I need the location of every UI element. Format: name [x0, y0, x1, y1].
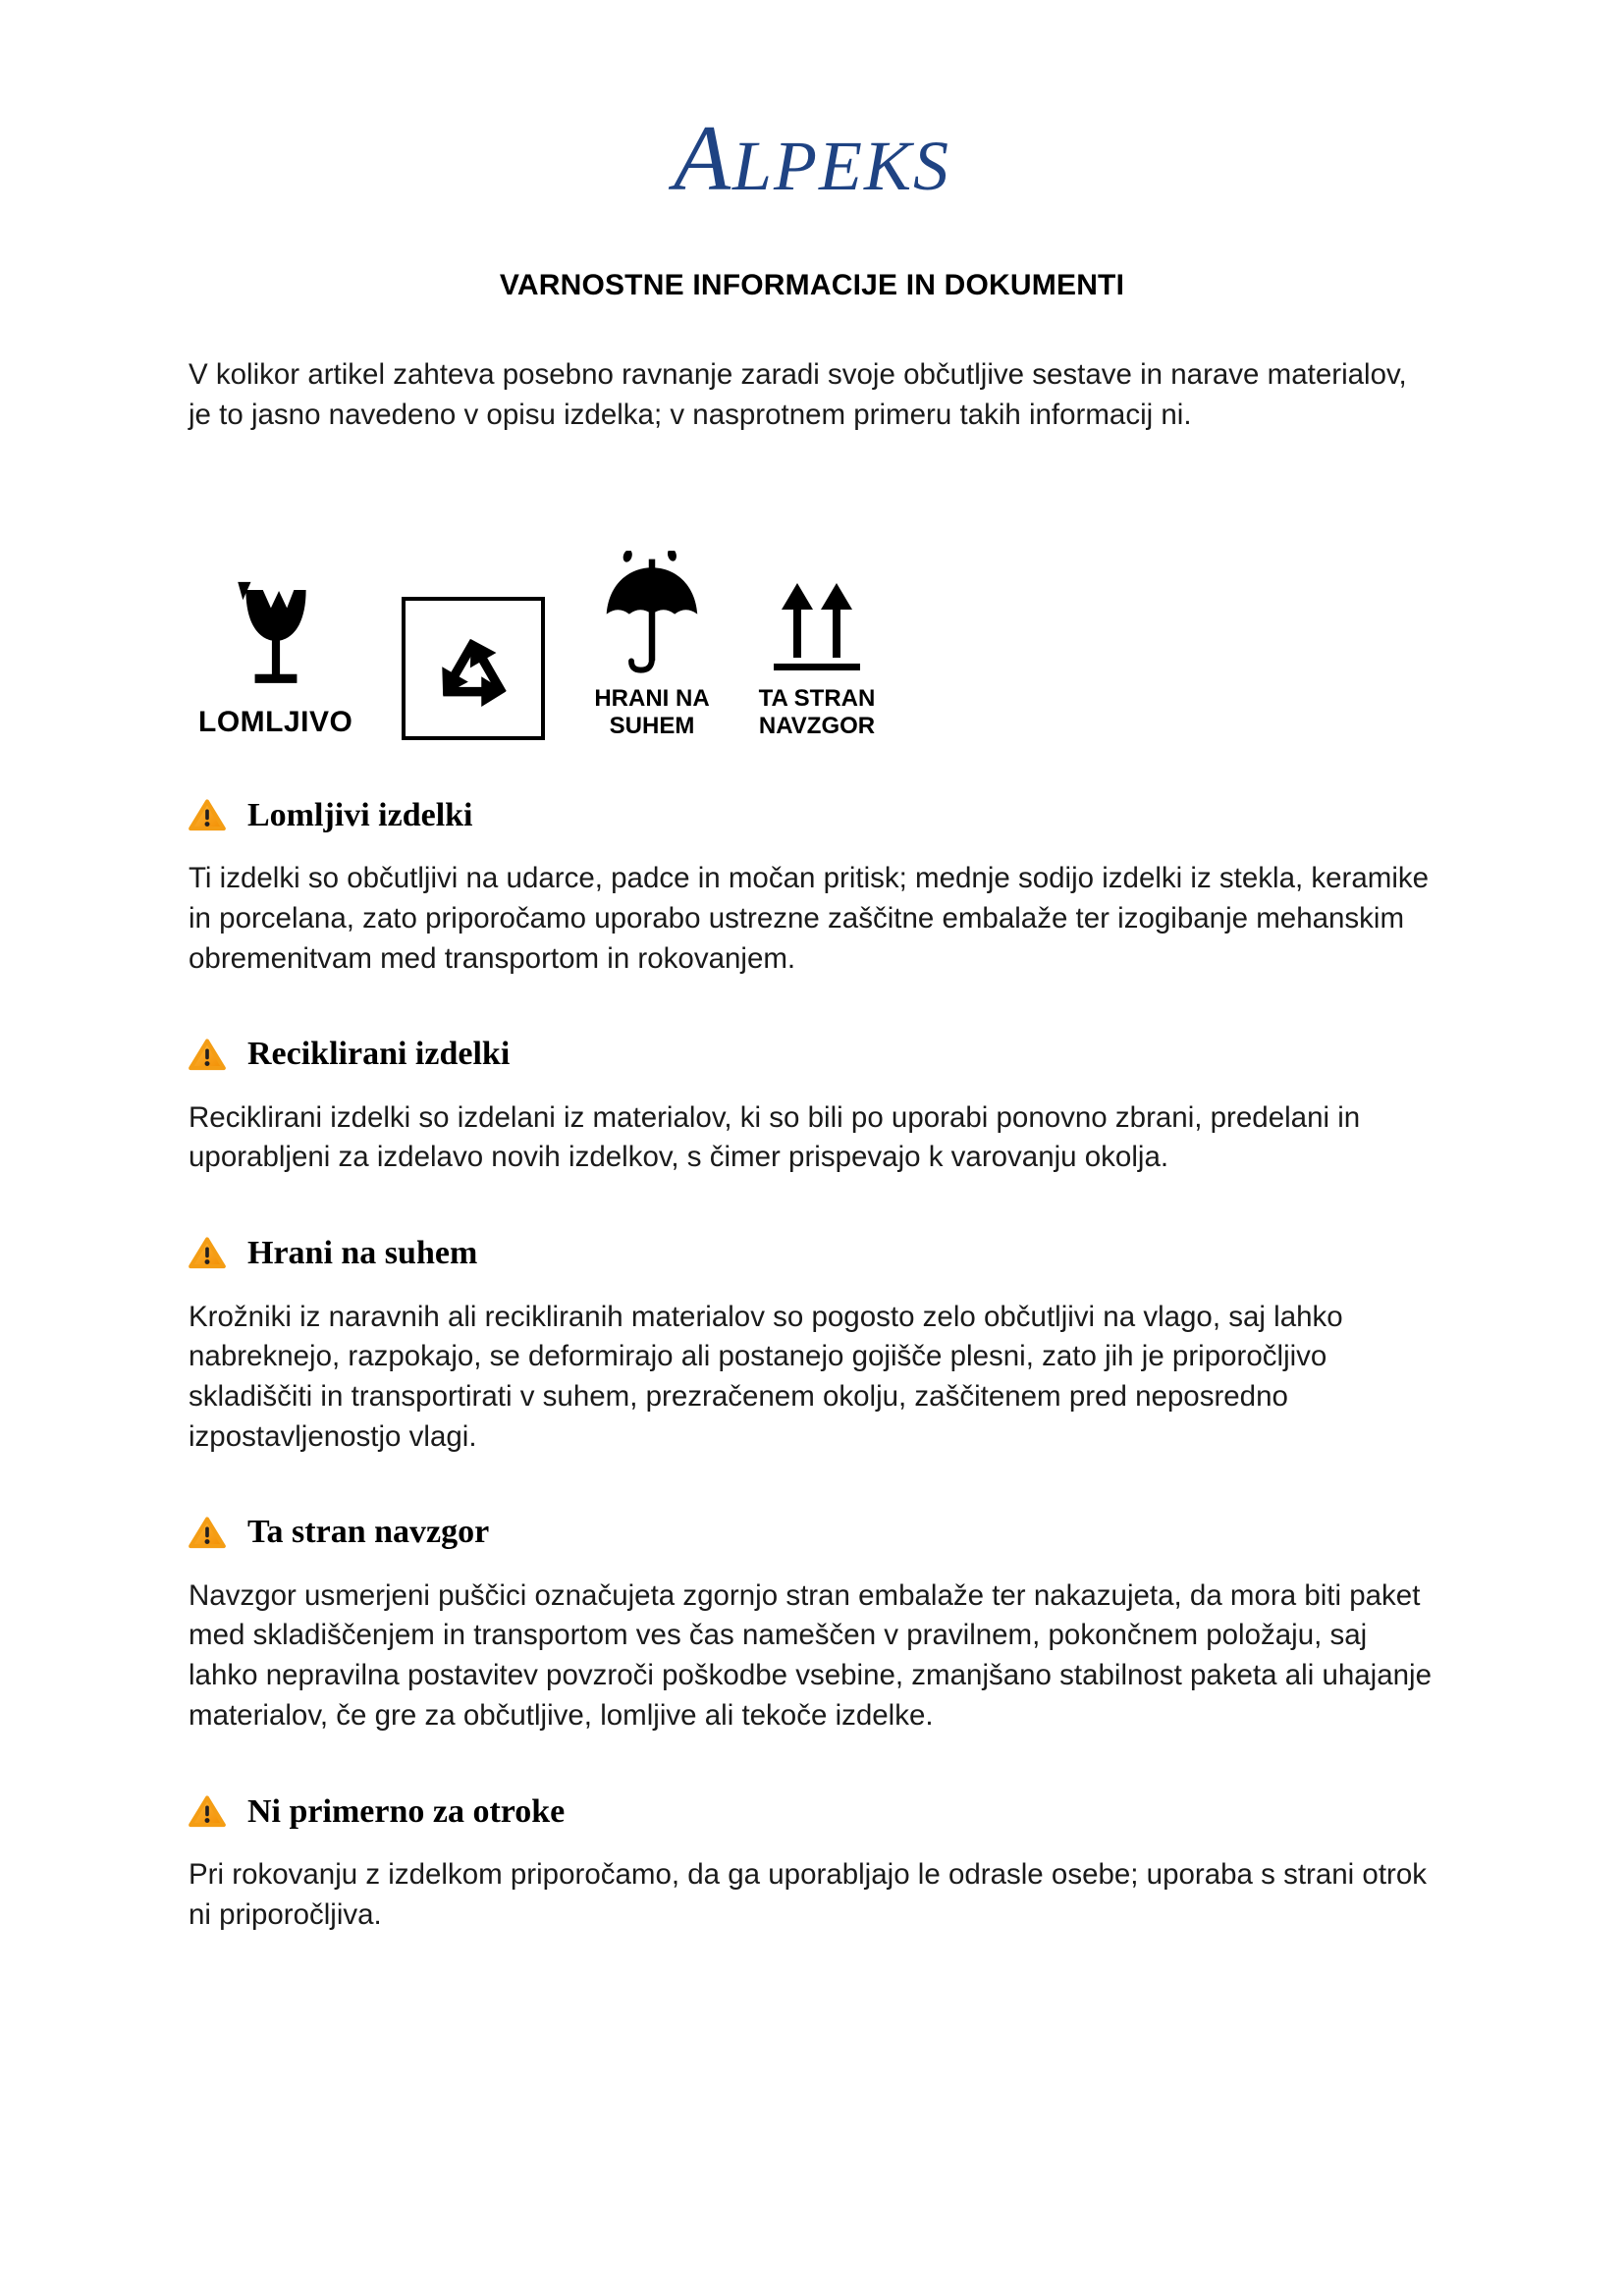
warning-icon [189, 1236, 226, 1270]
page-title: VARNOSTNE INFORMACIJE IN DOKUMENTI [499, 268, 1125, 301]
section-title: Reciklirani izdelki [247, 1036, 511, 1073]
section-heading-row [189, 797, 1435, 833]
section-reciklirani-izdelki [189, 1036, 1435, 1178]
recycle-box [402, 597, 545, 740]
section-title: Ta stran navzgor [247, 1514, 490, 1551]
section-heading-row [189, 1235, 1435, 1271]
keep-dry-symbol-cell [594, 551, 709, 740]
section-heading-row [189, 1514, 1435, 1550]
section-ni-primerno-za-otroke [189, 1793, 1435, 1936]
recycle-icon [415, 611, 531, 726]
section-body: Reciklirani izdelki so izdelani iz materialov, ki so bili po uporabi ponovno zbrani, predelani in uporabljeni za izdelavo novih izdelkov, s čimer prispevajo k varovanju okolja. [189, 1100, 1361, 1174]
section-heading-row [189, 1793, 1435, 1830]
section-body: Ti izdelki so občutljivi na udarce, padce in močan pritisk; mednje sodijo izdelki iz stekla, keramike in porcelana, zato priporočamo uporabo ustrezne zaščitne embalaže ter izogibanje mehanskim obremenitvam med transportom in rokovanjem. [189, 862, 1430, 975]
fragile-symbol-cell [198, 580, 352, 740]
alpeks-logo: ALPEKS [673, 106, 951, 210]
section-body: Navzgor usmerjeni puščici označujeta zgornjo stran embalaže ter nakazujeta, da mora biti paket med skladiščenjem in transportom ves čas nameščen v pravilnem, pokončnem položaju, saj lahko nepravilna postavitev povzroči poškodbe vsebine, zmanjšano stabilnost paketa ali uhajanje materialov, če gre za občutljive, lomljive ali tekoče izdelke. [189, 1578, 1433, 1732]
this-side-up-symbol-cell [759, 581, 876, 740]
fragile-glass-icon [226, 580, 326, 696]
section-ta-stran-navzgor [189, 1514, 1435, 1735]
section-hrani-na-suhem [189, 1235, 1435, 1457]
fragile-label: LOMLJIVO [198, 706, 353, 739]
this-side-up-arrows-icon [768, 581, 866, 675]
section-body: Pri rokovanju z izdelkom priporočamo, da ga uporabljajo le odrasle osebe; uporaba s strani otrok ni priporočljiva. [189, 1857, 1427, 1931]
warning-icon [189, 1516, 226, 1550]
warning-icon [189, 1038, 226, 1072]
section-title: Ni primerno za otroke [247, 1792, 566, 1830]
section-body: Krožniki iz naravnih ali recikliranih materialov so pogosto zelo občutljivi na vlago, saj lahko nabreknejo, razpokajo, se deformirajo ali postanejo gojišče plesni, zato jih je priporočljivo skladiščiti in transportirati v suhem, prezračenem okolju, zaščitenem pred neposredno izpostavljenostjo vlagi. [189, 1300, 1343, 1453]
intro-paragraph: V kolikor artikel zahteva posebno ravnanje zaradi svoje občutljive sestave in narave materialov, je to jasno navedeno v opisu izdelka; v nasprotnem primeru takih informacij ni. [189, 357, 1407, 431]
keep-dry-umbrella-icon [599, 551, 705, 675]
section-title: Hrani na suhem [247, 1235, 478, 1272]
section-lomljivi-izdelki [189, 797, 1435, 980]
keep-dry-label: HRANI NA SUHEM [594, 685, 710, 740]
section-title: Lomljivi izdelki [247, 796, 473, 833]
recycle-symbol-cell [402, 597, 545, 740]
this-side-up-label: TA STRAN NAVZGOR [758, 685, 876, 740]
packaging-symbols-row [198, 551, 1435, 740]
warning-icon [189, 798, 226, 832]
logo-container [189, 106, 1435, 210]
section-heading-row [189, 1036, 1435, 1072]
warning-icon [189, 1794, 226, 1829]
